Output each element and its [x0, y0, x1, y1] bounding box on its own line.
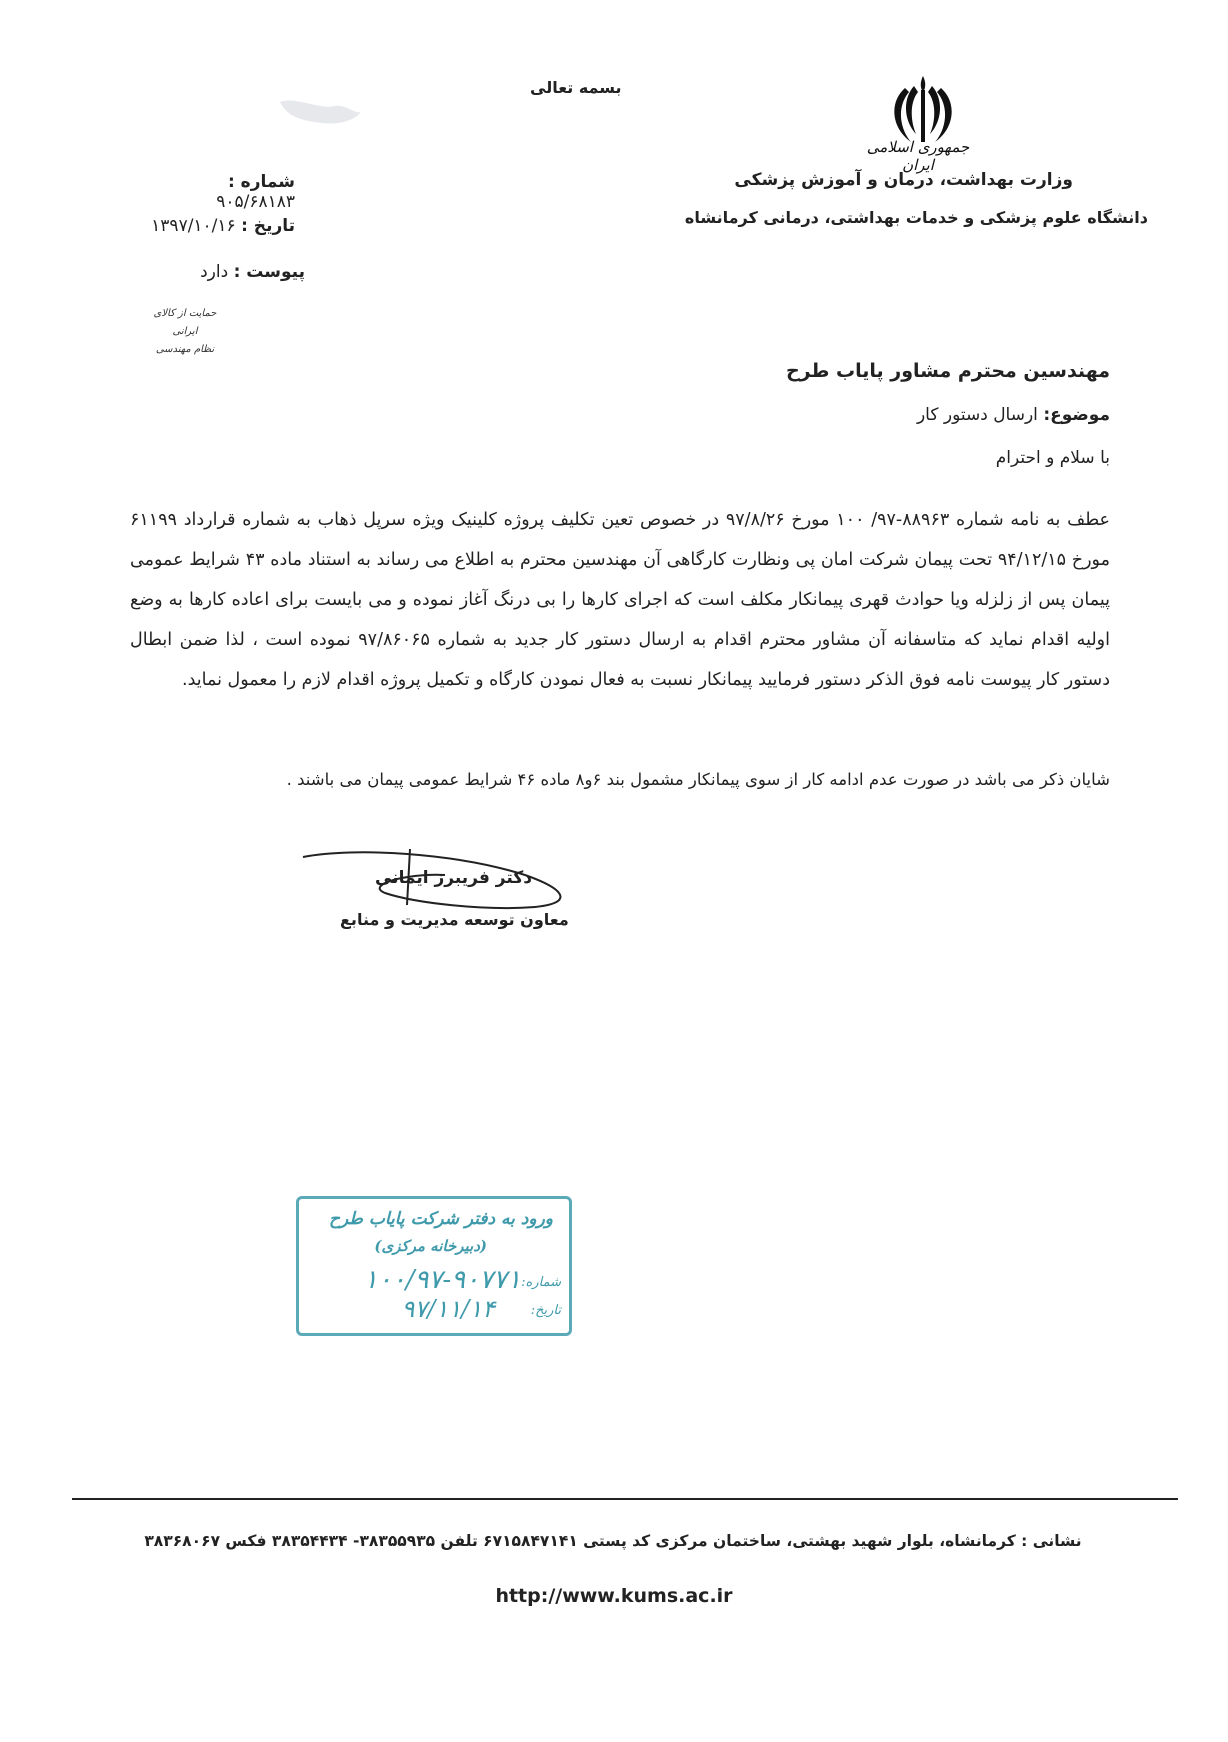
handwritten-note-line: حمایت از کالای ایرانی: [153, 308, 217, 337]
footer-url[interactable]: http://www.kums.ac.ir: [495, 1585, 733, 1607]
letter-number-label: شماره :: [227, 172, 295, 192]
stamp-number-value: ۱۰۰/۹۷-۹۰۷۷۱: [363, 1265, 521, 1295]
letter-attachment-label: پیوست :: [233, 262, 305, 282]
republic-name: جمهوری اسلامی ایران: [866, 138, 970, 174]
handwritten-note: [150, 305, 220, 359]
footer-address: نشانی : کرمانشاه، بلوار شهید بهشتی، ساختمان مرکزی کد پستی ۶۷۱۵۸۴۷۱۴۱ تلفن ۳۸۳۵۵۹۳۵- ۳۸۳۵۴۴۳۴ فکس ۳۸۳۶۸۰۶۷: [144, 1532, 1082, 1550]
scan-smudge-icon: [275, 92, 365, 132]
ministry-name: وزارت بهداشت، درمان و آموزش پزشکی: [734, 170, 1073, 190]
letter-number-value: ۹۰۵/۶۸۱۸۳: [216, 192, 295, 212]
letter-date-value: ۱۳۹۷/۱۰/۱۶: [151, 216, 236, 236]
letter-number: [145, 172, 295, 212]
letter-body: عطف به نامه شماره ۸۸۹۶۳-۹۷/ ۱۰۰ مورخ ۹۷/۸/۲۶ در خصوص تعین تکلیف پروژه کلینیک ویژه سرپل ذهاب به شماره قرارداد ۶۱۱۹۹ مورخ ۹۴/۱۲/۱۵ تحت پیمان شرکت امان پی ونظارت کارگاهی آن مهندسین محترم به اطلاع می رساند به استناد ماده ۴۳ شرایط عمومی پیمان پس از زلزله ویا حوادث قهری پیمانکار مکلف است که اجرای کارها را بی درنگ آغاز نموده و می بایست برای اعاده کارها به وضع اولیه اقدام نماید که متاسفانه آن مشاور محترم اقدام به ارسال دستور کار جدید به شماره ۹۷/۸۶۰۶۵ نموده است ، لذا ضمن ابطال دستور کار پیوست نامه فوق الذکر دستور فرمایید پیمانکار نسبت به فعال نمودن کارگاه و تکمیل پروژه اقدام لازم را معمول نماید.: [130, 510, 1110, 690]
stamp-title: ورود به دفتر شرکت پایاب طرح: [329, 1209, 553, 1229]
footer-divider: [72, 1498, 1178, 1500]
letter-note: شایان ذکر می باشد در صورت عدم ادامه کار از سوی پیمانکار مشمول بند ۶و۸ ماده ۴۶ شرایط عمومی پیمان می باشند .: [286, 770, 1110, 789]
subject-value: ارسال دستور کار: [916, 405, 1038, 425]
subject-label: موضوع:: [1043, 405, 1110, 425]
stamp-date-value: ۹۷/۱۱/۱۴: [401, 1295, 495, 1323]
bismillah-heading: بسمه تعالی: [530, 78, 622, 97]
letter-date: [145, 216, 295, 236]
greeting: با سلام و احترام: [995, 448, 1110, 468]
signer-name: دکتر فریبرز ایمانی: [375, 868, 532, 888]
letter-date-label: تاریخ :: [241, 216, 295, 236]
received-stamp: [296, 1196, 572, 1336]
signer-title: معاون توسعه مدیریت و منابع: [340, 910, 569, 929]
letter-attachment-value: دارد: [200, 262, 229, 282]
stamp-subtitle: (دبیرخانه مرکزی): [374, 1237, 487, 1255]
handwritten-note-line: نظام مهندسی: [155, 344, 215, 355]
addressee: مهندسین محترم مشاور پایاب طرح: [785, 360, 1110, 382]
stamp-date-label: تاریخ:: [530, 1303, 561, 1318]
university-name: دانشگاه علوم پزشکی و خدمات بهداشتی، درمانی کرمانشاه: [684, 208, 1148, 227]
stamp-number-label: شماره:: [521, 1275, 561, 1290]
subject-line: [917, 405, 1110, 425]
letter-attachment: [145, 262, 305, 282]
